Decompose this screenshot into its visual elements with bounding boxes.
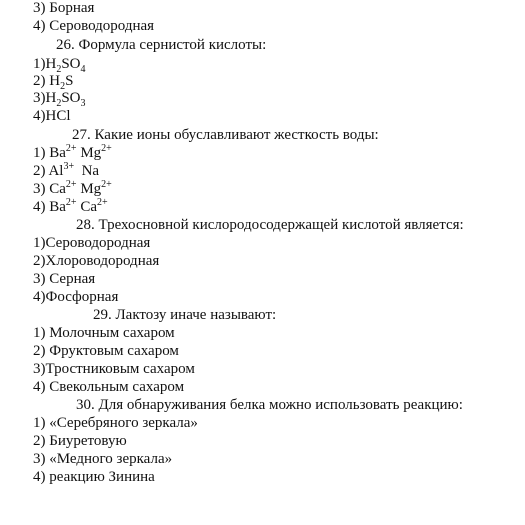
q28-option-3: 3) Серная xyxy=(33,271,96,287)
q26-option-2: 2) $H_2S$ xyxy=(33,73,74,92)
q26-option-3: $3)H_2SO_3$ xyxy=(33,90,86,109)
q30-option-2: 2) Биуретовую xyxy=(33,433,127,449)
q29-option-3: 3)Тростниковым сахаром xyxy=(33,361,195,377)
q28-option-2: 2)Хлороводородная xyxy=(33,253,160,269)
question-29-title: 29. Лактозу иначе называют: xyxy=(93,307,277,323)
q27-option-2: 2) $Al^{3+}$ Na xyxy=(33,161,100,179)
q30-option-3: 3) «Медного зеркала» xyxy=(33,451,173,467)
q30-option-1: 1) «Серебряного зеркала» xyxy=(33,415,198,431)
q27-option-1: 1) $Ba^{2+}$ $Mg^{2+}$ xyxy=(33,143,112,161)
q29-option-1: 1) Молочным сахаром xyxy=(33,325,175,341)
q29-option-4: 4) Свекольным сахаром xyxy=(33,379,185,395)
q28-option-4: 4)Фосфорная xyxy=(33,289,119,305)
question-27-title: 27. Какие ионы обуславливают жесткость воды: xyxy=(72,127,379,143)
q30-option-4: 4) реакцию Зинина xyxy=(33,469,155,485)
question-28-title: 28. Трехосновной кислородосодержащей кислотой является: xyxy=(76,217,464,233)
q28-option-1: 1)Сероводородная xyxy=(33,235,151,251)
q29-option-2: 2) Фруктовым сахаром xyxy=(33,343,179,359)
q26-option-1: $1)H_2SO_4$ xyxy=(33,56,86,75)
prev-option-4: 4) Сероводородная xyxy=(33,18,155,34)
prev-option-3: 3) Борная xyxy=(33,0,95,16)
q27-option-4: 4) $Ba^{2+}$ $Ca^{2+}$ xyxy=(33,197,108,215)
q26-option-4: 4)HCl xyxy=(33,108,71,124)
question-26-title: 26. Формула сернистой кислоты: xyxy=(56,37,267,53)
question-30-title: 30. Для обнаруживания белка можно использовать реакцию: xyxy=(76,397,463,413)
q27-option-3: 3) $Ca^{2+}$ $Mg^{2+}$ xyxy=(33,179,112,197)
